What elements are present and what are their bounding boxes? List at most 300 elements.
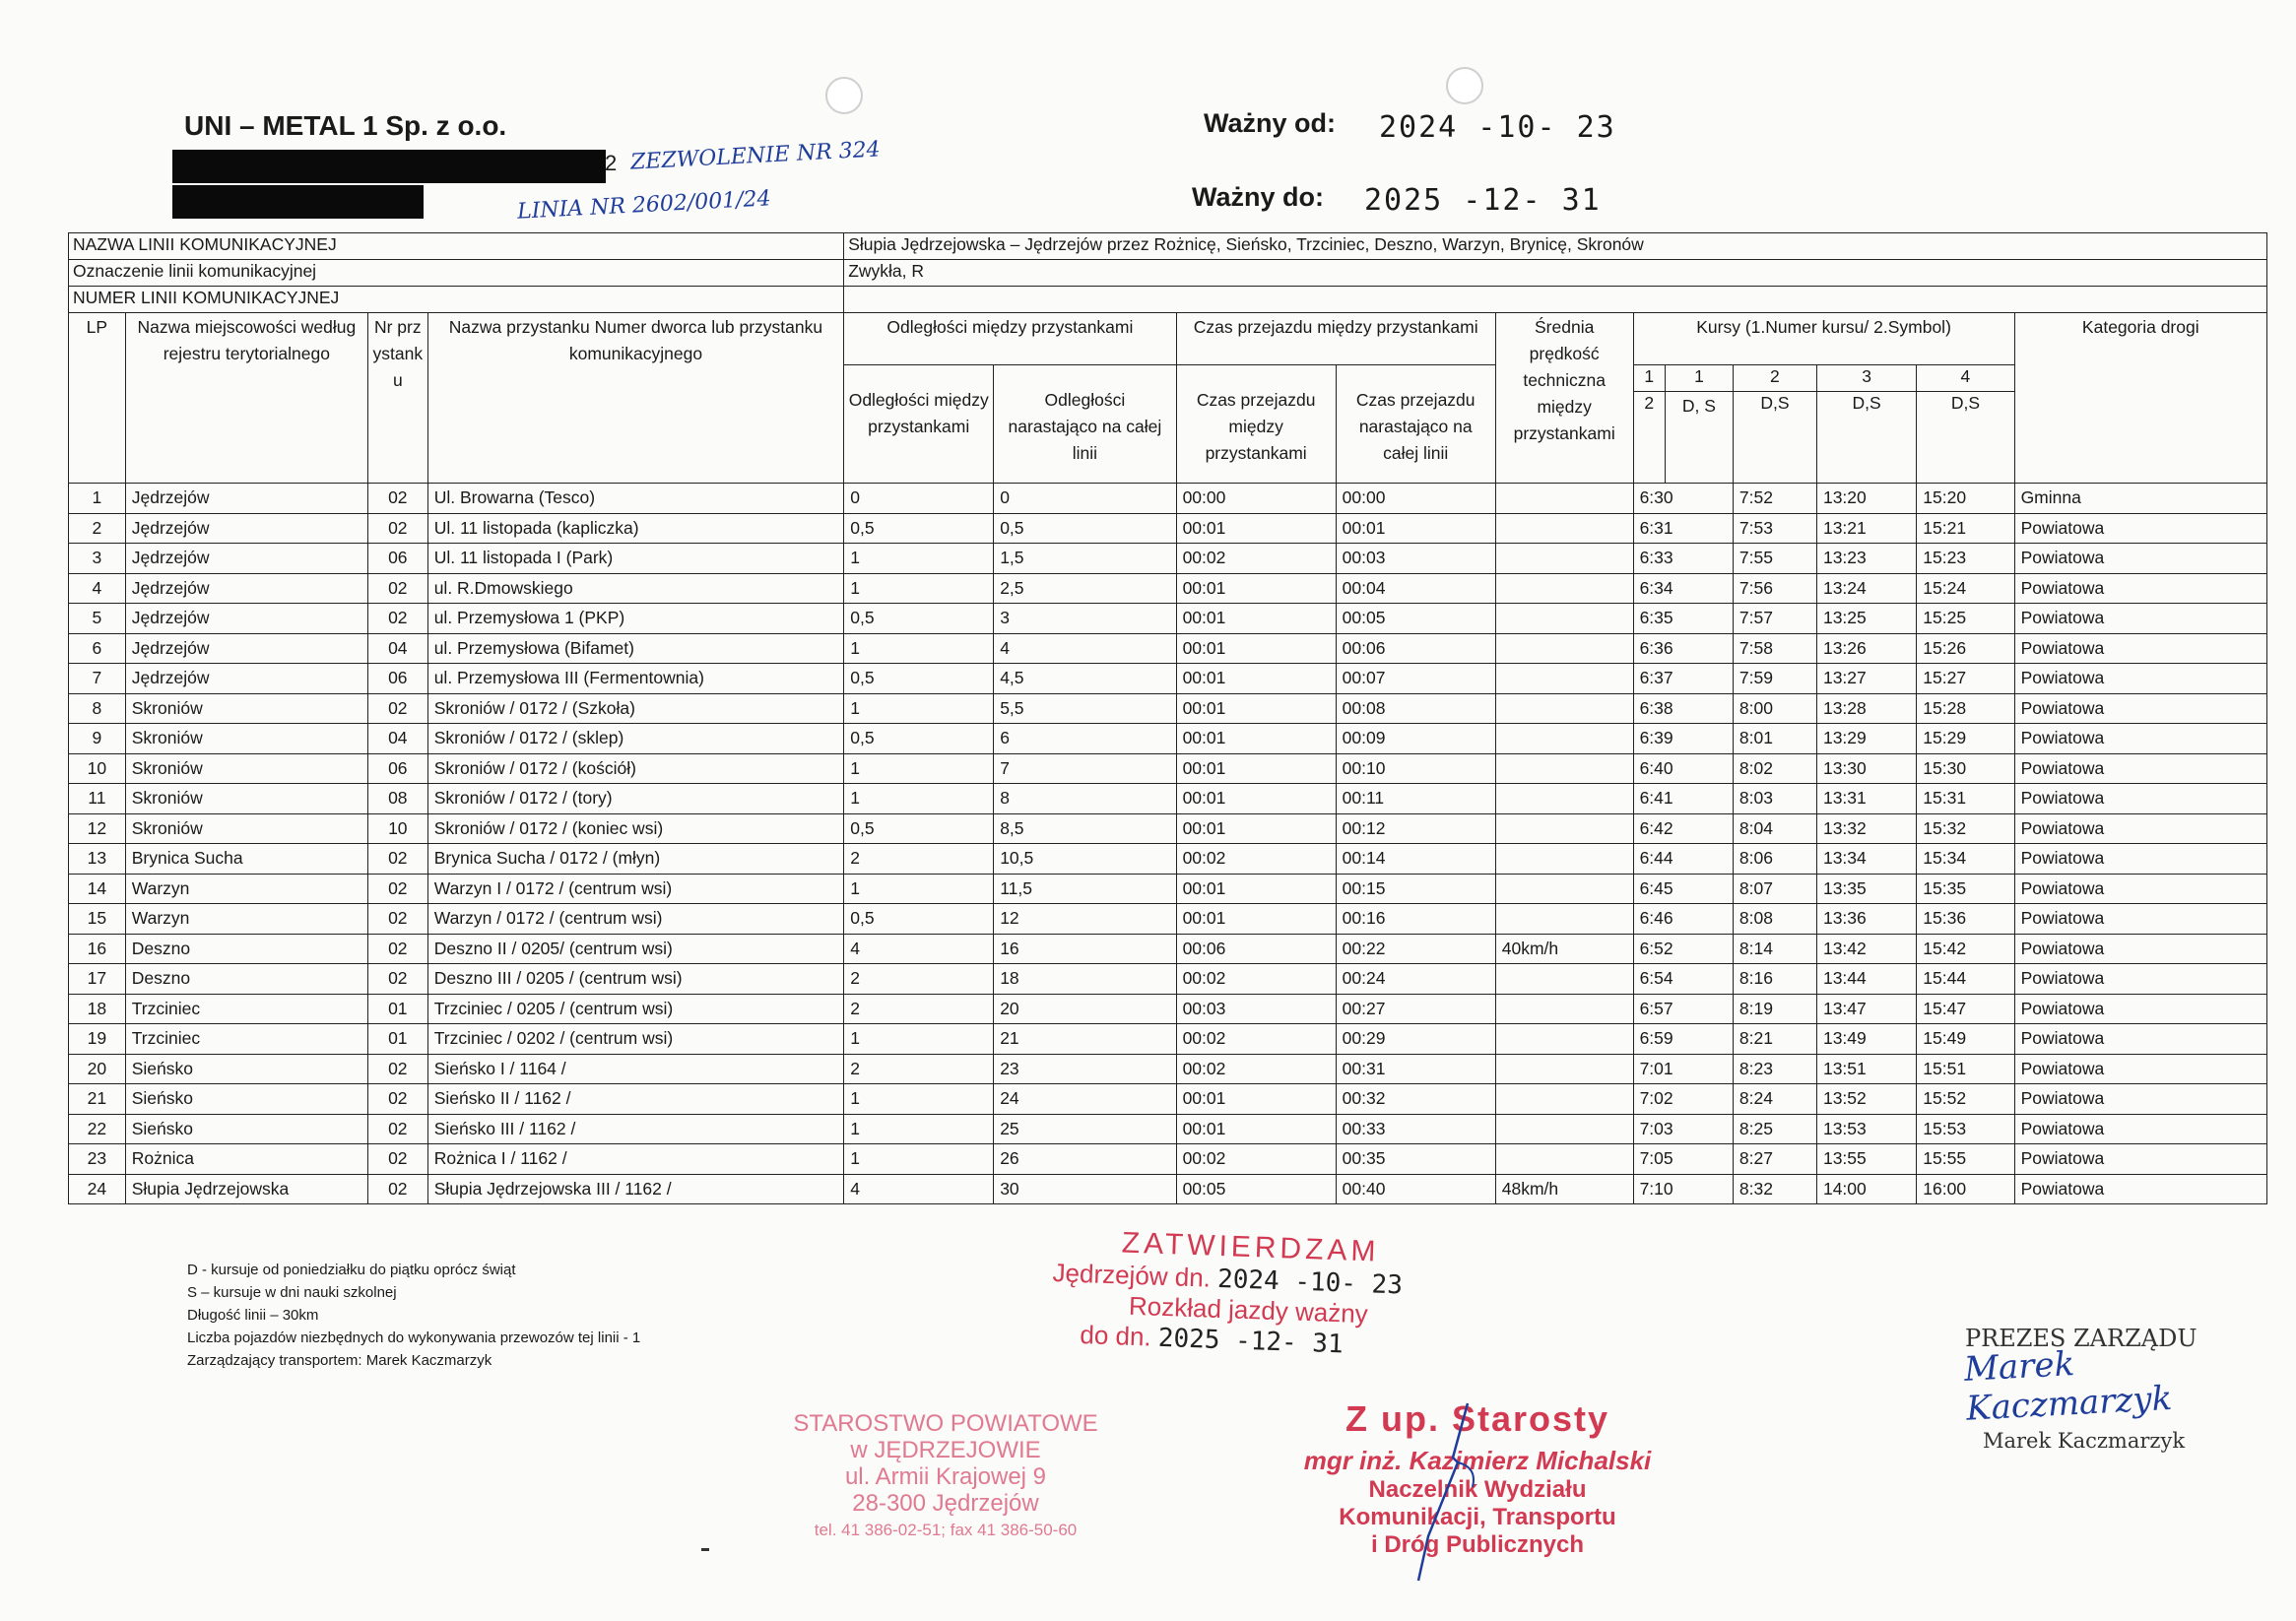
cell-locality: Jędrzejów: [125, 633, 367, 664]
cell-road-category: Powiatowa: [2014, 994, 2266, 1024]
cell-time: 00:01: [1176, 693, 1336, 724]
cell-distance: 1: [844, 753, 994, 784]
cell-lp: 18: [69, 994, 126, 1024]
cell-locality: Trzciniec: [125, 1024, 367, 1055]
cell-stop-name: Warzyn I / 0172 / (centrum wsi): [427, 874, 844, 904]
course-row2-label: 2: [1633, 392, 1665, 484]
cell-distance: 0,5: [844, 604, 994, 634]
redacted-address-1: [172, 150, 606, 183]
cell-distance: 2: [844, 844, 994, 875]
cell-locality: Rożnica: [125, 1144, 367, 1175]
cell-course-2: 8:01: [1733, 724, 1816, 754]
official-stamp-line2: mgr inż. Kazimierz Michalski: [1303, 1446, 1652, 1475]
cell-time: 00:01: [1176, 753, 1336, 784]
cell-distance-cumulative: 8,5: [994, 813, 1176, 844]
cell-avg-speed: 48km/h: [1495, 1174, 1633, 1204]
cell-lp: 23: [69, 1144, 126, 1175]
cell-stop-no: 02: [367, 1084, 427, 1115]
cell-time-cumulative: 00:11: [1336, 784, 1495, 814]
cell-course-2: 8:07: [1733, 874, 1816, 904]
course-number-1: 1: [1665, 365, 1733, 392]
cell-distance: 1: [844, 1144, 994, 1175]
cell-road-category: Powiatowa: [2014, 934, 2266, 964]
cell-lp: 8: [69, 693, 126, 724]
cell-course-3: 13:20: [1816, 484, 1916, 514]
cell-lp: 1: [69, 484, 126, 514]
cell-time-cumulative: 00:10: [1336, 753, 1495, 784]
cell-stop-no: 02: [367, 604, 427, 634]
cell-course-2: 7:59: [1733, 664, 1816, 694]
cell-stop-no: 02: [367, 934, 427, 964]
cell-course-4: 15:52: [1917, 1084, 2014, 1115]
cell-time: 00:02: [1176, 964, 1336, 995]
table-row: [69, 1144, 2267, 1175]
cell-distance: 2: [844, 964, 994, 995]
cell-course-3: 13:55: [1816, 1144, 1916, 1175]
cell-avg-speed: [1495, 513, 1633, 544]
cell-distance-cumulative: 4,5: [994, 664, 1176, 694]
cell-time-cumulative: 00:40: [1336, 1174, 1495, 1204]
col-locality: Nazwa miejscowości według rejestru terytorialnego: [125, 313, 367, 484]
col-lp: LP: [69, 313, 126, 484]
table-row: [69, 813, 2267, 844]
company-name: UNI – METAL 1 Sp. z o.o.: [184, 110, 507, 141]
office-stamp-line4: 28-300 Jędrzejów: [852, 1490, 1039, 1517]
col-stop-name: Nazwa przystanku Numer dworca lub przystanku komunikacyjnego: [427, 313, 844, 484]
cell-distance-cumulative: 16: [994, 934, 1176, 964]
cell-stop-no: 06: [367, 664, 427, 694]
cell-road-category: Powiatowa: [2014, 1024, 2266, 1055]
cell-course-1: 6:45: [1633, 874, 1733, 904]
line-name-row: [69, 233, 2267, 260]
cell-course-3: 13:30: [1816, 753, 1916, 784]
cell-stop-name: Trzciniec / 0202 / (centrum wsi): [427, 1024, 844, 1055]
cell-course-4: 15:34: [1917, 844, 2014, 875]
cell-lp: 14: [69, 874, 126, 904]
cell-course-2: 8:19: [1733, 994, 1816, 1024]
approval-line3-label: do dn.: [1079, 1320, 1152, 1352]
cell-lp: 17: [69, 964, 126, 995]
cell-distance: 1: [844, 874, 994, 904]
cell-course-2: 8:06: [1733, 844, 1816, 875]
cell-stop-name: Ul. 11 listopada (kapliczka): [427, 513, 844, 544]
cell-course-1: 6:52: [1633, 934, 1733, 964]
cell-distance-cumulative: 6: [994, 724, 1176, 754]
cell-distance: 1: [844, 1024, 994, 1055]
cell-road-category: Powiatowa: [2014, 604, 2266, 634]
table-row: [69, 724, 2267, 754]
cell-stop-no: 02: [367, 484, 427, 514]
table-row: [69, 1024, 2267, 1055]
line-number-value: [844, 287, 2267, 313]
table-row: [69, 784, 2267, 814]
table-row: [69, 633, 2267, 664]
cell-time-cumulative: 00:16: [1336, 904, 1495, 935]
valid-from-label: Ważny od:: [1204, 108, 1336, 138]
cell-stop-name: Deszno III / 0205 / (centrum wsi): [427, 964, 844, 995]
approval-line3-value: 2025 -12- 31: [1157, 1323, 1345, 1360]
president-name: Marek Kaczmarzyk: [1983, 1429, 2186, 1453]
cell-stop-name: Skroniów / 0172 / (koniec wsi): [427, 813, 844, 844]
cell-course-1: 6:46: [1633, 904, 1733, 935]
cell-course-3: 13:31: [1816, 784, 1916, 814]
cell-course-1: 6:54: [1633, 964, 1733, 995]
cell-road-category: Powiatowa: [2014, 633, 2266, 664]
cell-avg-speed: [1495, 544, 1633, 574]
cell-locality: Słupia Jędrzejowska: [125, 1174, 367, 1204]
table-row: [69, 753, 2267, 784]
cell-road-category: Powiatowa: [2014, 813, 2266, 844]
cell-time-cumulative: 00:15: [1336, 874, 1495, 904]
cell-course-4: 15:55: [1917, 1144, 2014, 1175]
cell-course-1: 6:35: [1633, 604, 1733, 634]
cell-distance: 2: [844, 994, 994, 1024]
cell-road-category: Powiatowa: [2014, 844, 2266, 875]
cell-lp: 16: [69, 934, 126, 964]
notes: [187, 1259, 640, 1372]
cell-time: 00:01: [1176, 633, 1336, 664]
line-name-label: NAZWA LINII KOMUNIKACYJNEJ: [69, 233, 844, 260]
table-row: [69, 844, 2267, 875]
header-row-1: [69, 313, 2267, 365]
cell-course-4: 15:42: [1917, 934, 2014, 964]
cell-course-4: 15:53: [1917, 1114, 2014, 1144]
cell-time: 00:03: [1176, 994, 1336, 1024]
cell-time: 00:02: [1176, 1024, 1336, 1055]
cell-avg-speed: [1495, 633, 1633, 664]
note-1: D - kursuje od poniedziałku do piątku oprócz świąt: [187, 1262, 516, 1278]
cell-stop-no: 06: [367, 544, 427, 574]
col-avg-speed: Średnia prędkość techniczna między przystankami: [1495, 313, 1633, 484]
cell-time-cumulative: 00:27: [1336, 994, 1495, 1024]
cell-locality: Deszno: [125, 964, 367, 995]
cell-course-1: 6:44: [1633, 844, 1733, 875]
approval-title: ZATWIERDZAM: [1121, 1226, 1381, 1268]
cell-course-2: 7:57: [1733, 604, 1816, 634]
cell-course-4: 15:20: [1917, 484, 2014, 514]
office-stamp: [749, 1410, 1143, 1543]
cell-time-cumulative: 00:05: [1336, 604, 1495, 634]
office-stamp-line5: tel. 41 386-02-51; fax 41 386-50-60: [814, 1521, 1078, 1539]
cell-stop-no: 08: [367, 784, 427, 814]
cell-course-2: 8:04: [1733, 813, 1816, 844]
col-time-between: Czas przejazdu między przystankami: [1176, 365, 1336, 484]
cell-distance-cumulative: 30: [994, 1174, 1176, 1204]
cell-distance-cumulative: 5,5: [994, 693, 1176, 724]
line-designation-label: Oznaczenie linii komunikacyjnej: [69, 260, 844, 287]
cell-road-category: Powiatowa: [2014, 1054, 2266, 1084]
cell-distance: 0,5: [844, 513, 994, 544]
cell-locality: Sieńsko: [125, 1114, 367, 1144]
table-row: [69, 1084, 2267, 1115]
cell-time: 00:01: [1176, 874, 1336, 904]
cell-course-1: 6:39: [1633, 724, 1733, 754]
cell-time: 00:01: [1176, 513, 1336, 544]
table-row: [69, 573, 2267, 604]
col-time-cumulative: Czas przejazdu narastająco na całej linii: [1336, 365, 1495, 484]
cell-course-2: 8:21: [1733, 1024, 1816, 1055]
cell-road-category: Powiatowa: [2014, 904, 2266, 935]
cell-road-category: Powiatowa: [2014, 693, 2266, 724]
cell-distance-cumulative: 0: [994, 484, 1176, 514]
cell-avg-speed: [1495, 904, 1633, 935]
col-stop-no: Nr przystanku: [367, 313, 427, 484]
cell-time: 00:01: [1176, 1114, 1336, 1144]
cell-avg-speed: [1495, 964, 1633, 995]
office-stamp-line1: STAROSTWO POWIATOWE: [793, 1410, 1098, 1437]
cell-stop-no: 01: [367, 994, 427, 1024]
course-row1-label: 1: [1633, 365, 1665, 392]
course-number-2: 2: [1733, 365, 1816, 392]
cell-stop-name: Ul. 11 listopada I (Park): [427, 544, 844, 574]
cell-avg-speed: [1495, 573, 1633, 604]
cell-stop-no: 04: [367, 724, 427, 754]
cell-stop-name: Brynica Sucha / 0172 / (młyn): [427, 844, 844, 875]
cell-course-3: 13:26: [1816, 633, 1916, 664]
cell-lp: 13: [69, 844, 126, 875]
cell-distance-cumulative: 26: [994, 1144, 1176, 1175]
cell-locality: Sieńsko: [125, 1054, 367, 1084]
cell-lp: 4: [69, 573, 126, 604]
cell-stop-name: Sieńsko II / 1162 /: [427, 1084, 844, 1115]
cell-time-cumulative: 00:01: [1336, 513, 1495, 544]
cell-locality: Sieńsko: [125, 1084, 367, 1115]
cell-distance-cumulative: 0,5: [994, 513, 1176, 544]
cell-locality: Skroniów: [125, 724, 367, 754]
cell-road-category: Powiatowa: [2014, 724, 2266, 754]
note-4: Liczba pojazdów niezbędnych do wykonywania przewozów tej linii - 1: [187, 1329, 641, 1346]
cell-avg-speed: [1495, 844, 1633, 875]
cell-road-category: Powiatowa: [2014, 784, 2266, 814]
cell-time-cumulative: 00:04: [1336, 573, 1495, 604]
cell-course-3: 13:32: [1816, 813, 1916, 844]
cell-stop-no: 02: [367, 964, 427, 995]
cell-time-cumulative: 00:35: [1336, 1144, 1495, 1175]
cell-course-2: 7:52: [1733, 484, 1816, 514]
cell-distance: 1: [844, 573, 994, 604]
cell-stop-name: ul. Przemysłowa III (Fermentownia): [427, 664, 844, 694]
cell-locality: Deszno: [125, 934, 367, 964]
cell-lp: 9: [69, 724, 126, 754]
cell-distance-cumulative: 20: [994, 994, 1176, 1024]
timetable-rows: [69, 484, 2267, 1204]
cell-time-cumulative: 00:12: [1336, 813, 1495, 844]
cell-course-4: 15:32: [1917, 813, 2014, 844]
cell-locality: Jędrzejów: [125, 604, 367, 634]
cell-course-1: 6:36: [1633, 633, 1733, 664]
cell-course-2: 8:03: [1733, 784, 1816, 814]
cell-course-4: 15:44: [1917, 964, 2014, 995]
cell-lp: 15: [69, 904, 126, 935]
table-row: [69, 964, 2267, 995]
cell-stop-no: 06: [367, 753, 427, 784]
cell-distance-cumulative: 23: [994, 1054, 1176, 1084]
cell-course-4: 15:47: [1917, 994, 2014, 1024]
cell-road-category: Powiatowa: [2014, 1144, 2266, 1175]
cell-course-3: 13:21: [1816, 513, 1916, 544]
cell-course-4: 15:24: [1917, 573, 2014, 604]
table-row: [69, 904, 2267, 935]
cell-course-2: 8:02: [1733, 753, 1816, 784]
cell-road-category: Gminna: [2014, 484, 2266, 514]
cell-course-2: 8:08: [1733, 904, 1816, 935]
cell-stop-no: 02: [367, 1174, 427, 1204]
cell-time: 00:01: [1176, 724, 1336, 754]
cell-course-1: 6:37: [1633, 664, 1733, 694]
cell-road-category: Powiatowa: [2014, 664, 2266, 694]
cell-course-4: 15:29: [1917, 724, 2014, 754]
cell-stop-name: Deszno II / 0205/ (centrum wsi): [427, 934, 844, 964]
cell-course-2: 8:23: [1733, 1054, 1816, 1084]
cell-avg-speed: [1495, 484, 1633, 514]
office-stamp-line2: w JĘDRZEJOWIE: [850, 1437, 1041, 1463]
cell-road-category: Powiatowa: [2014, 1084, 2266, 1115]
cell-course-3: 13:23: [1816, 544, 1916, 574]
cell-stop-name: Rożnica I / 1162 /: [427, 1144, 844, 1175]
cell-course-2: 7:58: [1733, 633, 1816, 664]
cell-course-2: 7:56: [1733, 573, 1816, 604]
cell-course-1: 7:05: [1633, 1144, 1733, 1175]
cell-course-4: 15:36: [1917, 904, 2014, 935]
cell-course-2: 7:55: [1733, 544, 1816, 574]
cell-locality: Jędrzejów: [125, 544, 367, 574]
line-designation-row: [69, 260, 2267, 287]
cell-course-2: 8:16: [1733, 964, 1816, 995]
cell-stop-no: 02: [367, 1054, 427, 1084]
cell-distance: 0,5: [844, 813, 994, 844]
cell-distance-cumulative: 1,5: [994, 544, 1176, 574]
cell-stop-name: Skroniów / 0172 / (sklep): [427, 724, 844, 754]
cell-stop-no: 04: [367, 633, 427, 664]
cell-stop-name: Sieńsko I / 1164 /: [427, 1054, 844, 1084]
cell-time: 00:01: [1176, 573, 1336, 604]
cell-time: 00:01: [1176, 1084, 1336, 1115]
cell-stop-name: Trzciniec / 0205 / (centrum wsi): [427, 994, 844, 1024]
table-row: [69, 544, 2267, 574]
cell-lp: 11: [69, 784, 126, 814]
approval-line1-label: Jędrzejów dn.: [1052, 1258, 1212, 1293]
col-courses-group: Kursy (1.Numer kursu/ 2.Symbol): [1633, 313, 2014, 365]
cell-time: 00:02: [1176, 1054, 1336, 1084]
note-2: S – kursuje w dni nauki szkolnej: [187, 1284, 397, 1301]
cell-time-cumulative: 00:32: [1336, 1084, 1495, 1115]
cell-time-cumulative: 00:09: [1336, 724, 1495, 754]
cell-lp: 10: [69, 753, 126, 784]
cell-locality: Skroniów: [125, 784, 367, 814]
cell-course-3: 13:49: [1816, 1024, 1916, 1055]
cell-lp: 22: [69, 1114, 126, 1144]
cell-distance: 1: [844, 633, 994, 664]
course-symbol-2: D,S: [1733, 392, 1816, 484]
cell-course-4: 16:00: [1917, 1174, 2014, 1204]
cell-locality: Brynica Sucha: [125, 844, 367, 875]
cell-stop-name: ul. Przemysłowa (Bifamet): [427, 633, 844, 664]
cell-avg-speed: [1495, 1024, 1633, 1055]
cell-course-3: 13:25: [1816, 604, 1916, 634]
cell-stop-no: 02: [367, 573, 427, 604]
cell-time: 00:02: [1176, 844, 1336, 875]
cell-distance-cumulative: 3: [994, 604, 1176, 634]
cell-lp: 3: [69, 544, 126, 574]
line-number-label: NUMER LINII KOMUNIKACYJNEJ: [69, 287, 844, 313]
handwritten-permit: ZEZWOLENIE NR 324: [629, 137, 882, 175]
cell-locality: Skroniów: [125, 693, 367, 724]
cell-lp: 19: [69, 1024, 126, 1055]
table-row: [69, 934, 2267, 964]
cell-avg-speed: [1495, 753, 1633, 784]
cell-avg-speed: [1495, 1054, 1633, 1084]
cell-course-2: 7:53: [1733, 513, 1816, 544]
cell-locality: Skroniów: [125, 813, 367, 844]
cell-distance: 1: [844, 544, 994, 574]
cell-course-3: 13:44: [1816, 964, 1916, 995]
cell-course-4: 15:25: [1917, 604, 2014, 634]
cell-course-1: 6:33: [1633, 544, 1733, 574]
cell-stop-no: 01: [367, 1024, 427, 1055]
cell-time-cumulative: 00:07: [1336, 664, 1495, 694]
cell-stop-no: 02: [367, 513, 427, 544]
cell-time-cumulative: 00:00: [1336, 484, 1495, 514]
cell-distance-cumulative: 10,5: [994, 844, 1176, 875]
cell-distance-cumulative: 12: [994, 904, 1176, 935]
cell-course-2: 8:14: [1733, 934, 1816, 964]
cell-course-1: 6:41: [1633, 784, 1733, 814]
cell-distance: 0,5: [844, 664, 994, 694]
course-number-4: 4: [1917, 365, 2014, 392]
cell-locality: Jędrzejów: [125, 513, 367, 544]
cell-avg-speed: [1495, 874, 1633, 904]
cell-time-cumulative: 00:14: [1336, 844, 1495, 875]
cell-course-2: 8:24: [1733, 1084, 1816, 1115]
redacted-address-2: [172, 185, 424, 219]
table-row: [69, 874, 2267, 904]
cell-distance: 4: [844, 934, 994, 964]
cell-avg-speed: [1495, 994, 1633, 1024]
table-row: [69, 604, 2267, 634]
cell-distance-cumulative: 18: [994, 964, 1176, 995]
cell-course-4: 15:51: [1917, 1054, 2014, 1084]
cell-distance-cumulative: 21: [994, 1024, 1176, 1055]
cell-locality: Jędrzejów: [125, 664, 367, 694]
cell-distance: 4: [844, 1174, 994, 1204]
cell-course-1: 6:40: [1633, 753, 1733, 784]
cell-course-1: 6:30: [1633, 484, 1733, 514]
cell-course-4: 15:35: [1917, 874, 2014, 904]
official-signature-scribble: [1399, 1398, 1487, 1586]
cell-time: 00:02: [1176, 544, 1336, 574]
valid-to-label: Ważny do:: [1192, 182, 1324, 212]
president-stamp: [1965, 1325, 2261, 1453]
table-row: [69, 664, 2267, 694]
cell-course-4: 15:23: [1917, 544, 2014, 574]
office-stamp-line3: ul. Armii Krajowej 9: [844, 1463, 1047, 1490]
course-symbol-4: D,S: [1917, 392, 2014, 484]
table-row: [69, 994, 2267, 1024]
cell-lp: 5: [69, 604, 126, 634]
col-road-category: Kategoria drogi: [2014, 313, 2266, 484]
cell-course-3: 14:00: [1816, 1174, 1916, 1204]
course-symbol-1: D, S: [1665, 392, 1733, 484]
cell-lp: 6: [69, 633, 126, 664]
cell-course-1: 6:57: [1633, 994, 1733, 1024]
cell-locality: Warzyn: [125, 874, 367, 904]
cell-stop-no: 02: [367, 904, 427, 935]
line-number-row: [69, 287, 2267, 313]
cell-stop-name: Sieńsko III / 1162 /: [427, 1114, 844, 1144]
cell-time-cumulative: 00:22: [1336, 934, 1495, 964]
cell-distance: 1: [844, 693, 994, 724]
cell-course-3: 13:53: [1816, 1114, 1916, 1144]
